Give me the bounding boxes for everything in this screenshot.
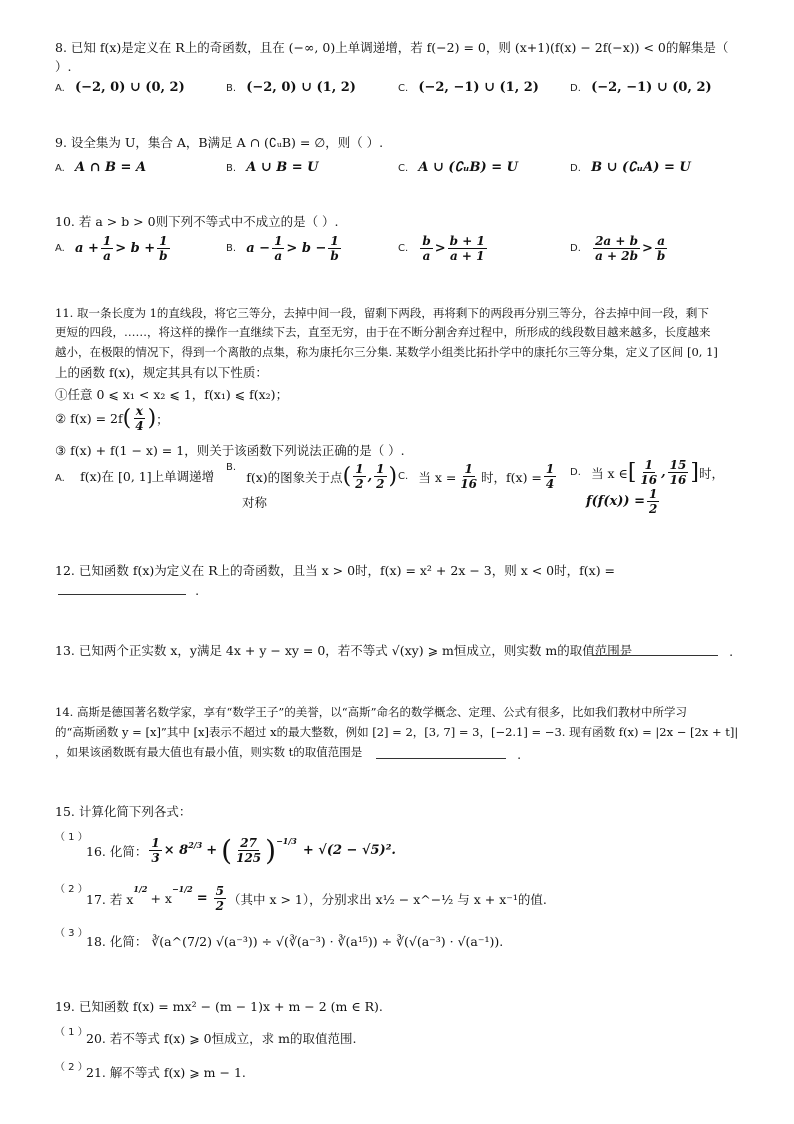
numerator: x	[135, 404, 143, 418]
option-text: f(x)的图象关于点	[246, 469, 343, 485]
numerator: a	[657, 234, 665, 248]
option-text: A ∪ (∁ᵤB) = U	[418, 160, 518, 175]
numerator: 1	[644, 458, 653, 472]
paren-right: )	[265, 834, 277, 867]
plus: +	[206, 843, 218, 858]
option-label: A.	[55, 83, 65, 94]
comma: ,	[661, 465, 666, 480]
q11-paragraph-line: 更短的四段，……，将这样的操作一直继续下去，直至无穷，由于在不断分割舍弃过程中，所形成的线段数目越来越多，长度越来	[55, 325, 711, 339]
comma: ,	[367, 469, 373, 484]
q11-option-a[interactable]	[55, 466, 214, 485]
property-text: ② f(x) = 2f	[55, 411, 123, 426]
q19-sub-1: 20. 若不等式 f(x) ⩾ 0恒成立，求 m的取值范围.	[86, 1031, 357, 1046]
fraction	[133, 404, 145, 433]
q11-paragraph-line: 上的函数 f(x)，规定其具有以下性质：	[55, 365, 268, 380]
numerator: 1	[464, 462, 473, 476]
fraction	[234, 836, 263, 865]
numerator: 1	[330, 234, 339, 248]
numerator: 1	[355, 462, 364, 476]
plus-x: + x	[150, 891, 172, 906]
q14-stem-line: ，如果该函数既有最大值也有最小值，则实数 t的取值范围是	[55, 745, 363, 759]
numerator: 27	[240, 836, 257, 850]
paren-left: (	[221, 834, 233, 867]
option-mid: 时，f(x) =	[481, 469, 542, 485]
paren-left: (	[122, 406, 132, 431]
option-text: B ∪ (∁ᵤA) = U	[591, 160, 691, 175]
q11-property-3: ③ f(x) + f(1 − x) = 1，则关于该函数下列说法正确的是（ ）.	[55, 443, 405, 458]
option-text-line2: f(f(x)) =	[586, 494, 645, 509]
denominator: 4	[135, 419, 144, 433]
fraction	[655, 234, 667, 263]
numerator: 1	[648, 487, 658, 501]
fraction	[593, 234, 640, 263]
exponent: −1/3	[276, 836, 297, 846]
q15-sub-label-1: （ 1 ）	[55, 832, 88, 843]
option-text: (−2, −1) ∪ (1, 2)	[418, 80, 539, 95]
bracket-left: [	[627, 460, 637, 485]
fraction	[272, 234, 284, 263]
q8-option-d[interactable]	[570, 76, 712, 95]
denominator: 125	[236, 851, 262, 865]
fraction	[353, 462, 365, 491]
q19-sub-label-2: （ 2 ）	[55, 1062, 88, 1073]
fraction	[647, 487, 659, 516]
denominator: b	[159, 249, 168, 263]
option-label: D.	[570, 243, 581, 254]
q11-property-1: ①任意 0 ⩽ x₁ < x₂ ⩽ 1，f(x₁) ⩽ f(x₂)；	[55, 387, 289, 402]
q13-answer-line[interactable]	[592, 641, 733, 660]
fraction	[458, 462, 479, 491]
property-end: ；	[156, 411, 169, 427]
option-mid: >	[434, 241, 446, 256]
q9-option-d[interactable]	[570, 156, 691, 175]
numerator: 1	[376, 462, 385, 476]
q15-sub-3: 18. 化简： ∛(a^(7/2) √(a⁻³)) ÷ √(∛(a⁻³) · ∛(a¹⁵)) ÷ ∛(√(a⁻³) · √(a⁻¹)).	[86, 934, 504, 949]
q15-sub-2	[86, 884, 547, 913]
denominator: b	[330, 249, 339, 263]
denominator: a + 1	[449, 249, 485, 263]
denominator: 16	[640, 473, 658, 487]
q10-stem: 10. 若 a > b > 0则下列不等式中不成立的是（ ）.	[55, 214, 339, 229]
denominator: 4	[545, 477, 555, 491]
q8-stem-end: ）.	[55, 59, 72, 74]
q13-stem: 13. 已知两个正实数 x，y满足 4x + y − xy = 0，若不等式 √(xy) ⩾ m恒成立，则实数 m的取值范围是	[55, 643, 633, 658]
option-label: C.	[398, 83, 409, 94]
option-label: A.	[55, 243, 65, 254]
q10-option-d[interactable]	[570, 234, 669, 263]
denominator: 16	[669, 473, 687, 487]
denominator: 16	[460, 477, 478, 491]
option-label: B.	[226, 243, 237, 254]
q15-sub-label-3: （ 3 ）	[55, 928, 88, 939]
option-text: (−2, 0) ∪ (1, 2)	[246, 80, 356, 95]
denominator: a + 2b	[595, 249, 638, 263]
numerator: 2a + b	[595, 234, 638, 248]
q8-option-c[interactable]	[398, 76, 539, 95]
option-label: D.	[570, 467, 581, 478]
option-text: 当 x ∈	[591, 465, 628, 481]
fraction	[448, 234, 487, 263]
fraction	[420, 234, 432, 263]
sub-tail: （其中 x > 1），分别求出 x½ − x^−½ 与 x + x⁻¹的值.	[227, 891, 547, 907]
numerator: 1	[151, 836, 160, 850]
q9-option-a[interactable]	[55, 156, 146, 175]
numerator: 1	[102, 234, 112, 248]
option-label: C.	[398, 243, 409, 254]
fraction	[544, 462, 556, 491]
q11-property-2	[55, 404, 169, 433]
paren-left: (	[342, 464, 352, 489]
option-label: A.	[55, 473, 65, 484]
option-label: B.	[226, 83, 237, 94]
numerator: 1	[545, 462, 555, 476]
exponent: 2/3	[188, 840, 203, 850]
q11-option-c[interactable]	[398, 462, 558, 491]
q19-sub-2: 21. 解不等式 f(x) ⩾ m − 1.	[86, 1065, 246, 1080]
option-mid: > b +	[115, 241, 156, 256]
option-label: C.	[398, 163, 409, 174]
denominator: a	[274, 249, 283, 263]
q9-stem: 9. 设全集为 U，集合 A，B满足 A ∩ (∁ᵤB) = ∅，则（ ）.	[55, 135, 384, 150]
sqrt-term: + √(2 − √5)².	[302, 843, 396, 858]
q14-stem-line: 14. 高斯是德国著名数学家，享有“数学王子”的美誉，以“高斯”命名的数学概念、定理、公式有很多，比如我们教材中所学习	[55, 705, 687, 719]
q10-option-c[interactable]	[398, 234, 489, 263]
numerator: 5	[215, 884, 224, 898]
option-text: f(x)在 [0, 1]上单调递增	[80, 469, 215, 484]
fraction	[214, 884, 226, 913]
option-text: (−2, 0) ∪ (0, 2)	[75, 80, 185, 95]
option-text-line2: 对称	[242, 495, 268, 510]
q8-option-a[interactable]	[55, 76, 185, 95]
denominator: 2	[376, 477, 385, 491]
q14-stem-line: 的“高斯函数 y = [x]”其中 [x]表示不超过 x的最大整数，例如 [2] = 2，[3, 7] = 3，[−2.1] = −3. 现有函数 f(x) = |2x − [2x + t]|	[55, 725, 739, 739]
fraction	[638, 458, 659, 487]
option-pre: a +	[75, 241, 99, 256]
bracket-right: ]	[690, 460, 699, 485]
denominator: 3	[151, 851, 160, 865]
answer-blank[interactable]	[58, 582, 186, 595]
q10-option-b[interactable]	[226, 234, 343, 263]
option-label: A.	[55, 163, 65, 174]
answer-blank[interactable]	[376, 746, 506, 759]
q11-option-b[interactable]	[226, 462, 397, 511]
fraction	[328, 234, 340, 263]
times-eight: × 8	[163, 843, 189, 858]
sub-text: 16. 化简：	[86, 843, 148, 859]
q12-stem: 12. 已知函数 f(x)为定义在 R上的奇函数，且当 x > 0时，f(x) = x² + 2x − 3，则 x < 0时，f(x) =	[55, 563, 616, 578]
option-mid: > b −	[286, 241, 327, 256]
numerator: 15	[669, 458, 687, 472]
q9-option-c[interactable]	[398, 156, 518, 175]
denominator: a	[103, 249, 111, 263]
q11-paragraph-line: 越小，在极限的情况下，得到一个离散的点集，称为康托尔三分集. 某数学小组类比拓扑学中的康托尔三等分集，定义了区间 [0, 1]	[55, 345, 718, 359]
q12-answer-line[interactable]	[58, 580, 199, 599]
period: .	[517, 747, 522, 762]
q11-option-d[interactable]	[570, 458, 724, 516]
option-label: D.	[570, 83, 581, 94]
period: .	[195, 583, 200, 598]
denominator: 2	[648, 502, 658, 516]
option-text: (−2, −1) ∪ (0, 2)	[591, 80, 712, 95]
numerator: 1	[159, 234, 168, 248]
q19-title: 19. 已知函数 f(x) = mx² − (m − 1)x + m − 2 (m ∈ R).	[55, 999, 383, 1014]
option-pre: a −	[246, 241, 271, 256]
option-label: C.	[398, 471, 409, 482]
period: .	[729, 644, 734, 659]
q19-sub-label-1: （ 1 ）	[55, 1027, 88, 1038]
fraction	[374, 462, 386, 491]
q15-title: 15. 计算化简下列各式：	[55, 804, 192, 819]
q15-sub-label-2: （ 2 ）	[55, 884, 88, 895]
denominator: 2	[355, 477, 364, 491]
fraction	[101, 234, 113, 263]
exponent: −1/2	[171, 884, 193, 894]
q15-sub-1	[86, 834, 396, 867]
option-text: A ∩ B = A	[75, 160, 147, 175]
fraction	[668, 458, 689, 487]
numerator: b	[422, 234, 431, 248]
fraction	[149, 836, 161, 865]
q11-paragraph-line: 11. 取一条长度为 1的直线段，将它三等分，去掉中间一段，留剩下两段，再将剩下的两段再分别三等分，谷去掉中间一段，剩下	[55, 306, 709, 320]
numerator: b + 1	[449, 234, 485, 248]
denominator: a	[422, 249, 431, 263]
option-label: B.	[226, 462, 237, 473]
answer-blank[interactable]	[592, 643, 718, 656]
option-label: D.	[570, 163, 581, 174]
option-text: A ∪ B = U	[246, 160, 319, 175]
option-mid: 时，	[698, 465, 724, 481]
denominator: 2	[215, 899, 224, 913]
q10-option-a[interactable]	[55, 234, 172, 263]
q14-answer-line[interactable]	[376, 744, 521, 763]
option-mid: >	[642, 241, 653, 256]
q8-option-b[interactable]	[226, 76, 356, 95]
numerator: 1	[274, 234, 283, 248]
option-label: B.	[226, 163, 237, 174]
exponent: 1/2	[133, 884, 148, 894]
q8-stem: 8. 已知 f(x)是定义在 R上的奇函数，且在 (−∞, 0)上单调递增，若 f(−2) = 0，则 (x+1)(f(x) − 2f(−x)) < 0的解集是（	[55, 40, 729, 55]
paren-right: )	[147, 406, 157, 431]
option-text: 当 x =	[418, 469, 457, 485]
fraction	[157, 234, 169, 263]
paren-right: )	[388, 464, 398, 489]
denominator: b	[656, 249, 666, 263]
sub-text: 17. 若 x	[86, 891, 134, 907]
q9-option-b[interactable]	[226, 156, 319, 175]
equals: =	[196, 891, 208, 906]
